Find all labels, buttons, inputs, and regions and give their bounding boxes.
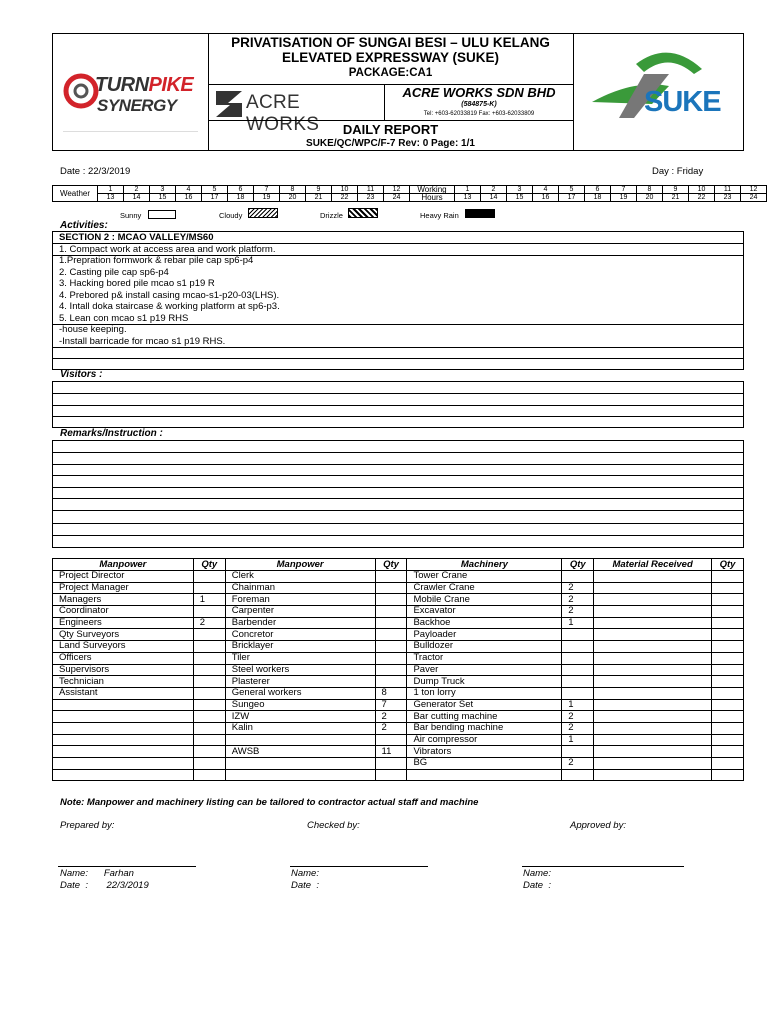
qty-cell: 2: [562, 594, 594, 606]
qty-cell: [375, 582, 407, 594]
work-hour-cell: 13: [455, 194, 481, 202]
work-hour-cell: 6: [585, 186, 611, 194]
table-row: [53, 641, 744, 653]
suke-logo-text: SUKE: [644, 86, 721, 118]
machinery-cell: Payloader: [407, 629, 562, 641]
activity-line: 1.Prepration formwork & rebar pile cap sp6-p4: [59, 255, 254, 266]
table-row: [53, 664, 744, 676]
weather-hour-cell: 24: [384, 194, 410, 202]
weather-hour-cell: 8: [280, 186, 306, 194]
weather-hour-cell: 22: [332, 194, 358, 202]
prepared-name: Name: Farhan: [60, 868, 134, 879]
manpower-cell: [225, 734, 375, 746]
resources-body: [53, 571, 744, 781]
work-hour-cell: 24: [741, 194, 767, 202]
work-hour-cell: 19: [611, 194, 637, 202]
machinery-cell: Excavator: [407, 606, 562, 618]
weather-hour-cell: 15: [150, 194, 176, 202]
qty-cell: [562, 571, 594, 583]
qty-cell: [562, 664, 594, 676]
project-title-line2: ELEVATED EXPRESSWAY (SUKE): [281, 50, 500, 65]
manpower-cell: Concretor: [225, 629, 375, 641]
weather-hour-cell: 12: [384, 186, 410, 194]
material-cell: [594, 652, 712, 664]
manpower-cell: Project Manager: [53, 582, 194, 594]
contractor-contact: Tel: +603-62033819 Fax: +603-62033809: [423, 111, 535, 117]
qty-cell: 7: [375, 699, 407, 711]
weather-hour-cell: 13: [98, 194, 124, 202]
row-line: [53, 393, 743, 394]
report-day: Day : Friday: [652, 166, 704, 177]
table-row: [53, 711, 744, 723]
manpower-cell: Plasterer: [225, 676, 375, 688]
machinery-cell: Tower Crane: [407, 571, 562, 583]
legend-heavy-rain-label: Heavy Rain: [420, 211, 459, 220]
work-hour-cell: 11: [715, 186, 741, 194]
weather-hour-cell: 14: [124, 194, 150, 202]
qty-cell: [562, 769, 594, 781]
working-hours-label-2: Hours: [410, 194, 455, 202]
work-hour-cell: 2: [481, 186, 507, 194]
activity-line: 4. Prebored p& install casing mcao-s1-p20-03(LHS).: [59, 289, 280, 301]
weather-hour-cell: 18: [228, 194, 254, 202]
project-title-line1: PRIVATISATION OF SUNGAI BESI – ULU KELANG: [231, 35, 550, 50]
machinery-cell: Bar cutting machine: [407, 711, 562, 723]
qty-cell: [193, 722, 225, 734]
qty-cell: [193, 571, 225, 583]
weather-label: Weather: [53, 186, 98, 202]
qty-cell: 1: [562, 734, 594, 746]
col-header: Qty: [562, 559, 594, 571]
qty-cell: [712, 687, 744, 699]
table-header-row: [53, 559, 744, 571]
legend-sunny-swatch: [148, 210, 176, 219]
work-hour-cell: 17: [559, 194, 585, 202]
approved-name: Name:: [523, 868, 551, 879]
material-cell: [594, 687, 712, 699]
table-row: [53, 722, 744, 734]
signature-line: [58, 866, 196, 867]
qty-cell: [193, 606, 225, 618]
material-cell: [594, 664, 712, 676]
weather-hour-cell: 6: [228, 186, 254, 194]
material-cell: [594, 711, 712, 723]
table-row: [53, 594, 744, 606]
table-row: [53, 758, 744, 770]
qty-cell: [712, 722, 744, 734]
report-header: [52, 33, 744, 151]
signature-line: [290, 866, 428, 867]
weather-hour-cell: 4: [176, 186, 202, 194]
qty-cell: [562, 687, 594, 699]
machinery-cell: Crawler Crane: [407, 582, 562, 594]
work-hour-cell: 8: [637, 186, 663, 194]
qty-cell: [375, 594, 407, 606]
table-row: [53, 606, 744, 618]
machinery-cell: Tractor: [407, 652, 562, 664]
manpower-cell: Technician: [53, 676, 194, 688]
manpower-cell: [225, 769, 375, 781]
manpower-cell: Coordinator: [53, 606, 194, 618]
qty-cell: [712, 769, 744, 781]
remarks-box: [52, 440, 744, 548]
qty-cell: [193, 758, 225, 770]
material-cell: [594, 769, 712, 781]
table-row: [53, 617, 744, 629]
work-hour-cell: 1: [455, 186, 481, 194]
weather-hour-cell: 23: [358, 194, 384, 202]
qty-cell: 2: [562, 606, 594, 618]
row-line: [53, 510, 743, 511]
manpower-cell: Steel workers: [225, 664, 375, 676]
manpower-cell: Tiler: [225, 652, 375, 664]
machinery-cell: Paver: [407, 664, 562, 676]
qty-cell: [562, 652, 594, 664]
activity-line: -Install barricade for mcao s1 p19 RHS.: [59, 335, 226, 347]
acre-works-logo: [216, 90, 366, 135]
weather-hour-cell: 21: [306, 194, 332, 202]
weather-hour-cell: 17: [202, 194, 228, 202]
qty-cell: [712, 617, 744, 629]
table-row: [53, 652, 744, 664]
weather-hour-cell: 5: [202, 186, 228, 194]
work-hour-cell: 4: [533, 186, 559, 194]
work-hour-cell: 18: [585, 194, 611, 202]
material-cell: [594, 641, 712, 653]
package-label: PACKAGE:CA1: [348, 67, 433, 79]
qty-cell: 2: [193, 617, 225, 629]
qty-cell: [375, 769, 407, 781]
visitors-box: [52, 381, 744, 428]
legend-cloudy-label: Cloudy: [219, 211, 243, 220]
material-cell: [594, 699, 712, 711]
qty-cell: [375, 734, 407, 746]
work-hour-cell: 14: [481, 194, 507, 202]
material-cell: [594, 758, 712, 770]
material-cell: [594, 722, 712, 734]
weather-hour-cell: 2: [124, 186, 150, 194]
table-row: [53, 571, 744, 583]
contractor-name: ACRE WORKS SDN BHD: [402, 85, 556, 100]
qty-cell: 2: [375, 711, 407, 723]
qty-cell: [375, 676, 407, 688]
legend-heavy-rain-swatch: [465, 209, 495, 218]
qty-cell: 2: [562, 582, 594, 594]
machinery-cell: Generator Set: [407, 699, 562, 711]
qty-cell: [193, 699, 225, 711]
qty-cell: [712, 652, 744, 664]
manpower-cell: Project Director: [53, 571, 194, 583]
qty-cell: [375, 606, 407, 618]
manpower-cell: Managers: [53, 594, 194, 606]
qty-cell: [562, 676, 594, 688]
row-line: [53, 347, 743, 348]
logo-synergy-text: SYNERGY: [97, 96, 177, 115]
manpower-cell: Sungeo: [225, 699, 375, 711]
logo-pike-text: PIKE: [148, 74, 194, 96]
qty-cell: 11: [375, 746, 407, 758]
work-hour-cell: 20: [637, 194, 663, 202]
material-cell: [594, 594, 712, 606]
manpower-cell: [53, 746, 194, 758]
remarks-label: Remarks/Instruction :: [60, 428, 163, 439]
qty-cell: [712, 594, 744, 606]
material-cell: [594, 629, 712, 641]
activity-line: 5. Lean con mcao s1 p19 RHS: [59, 312, 189, 324]
work-hour-cell: 16: [533, 194, 559, 202]
machinery-cell: Bar bending machine: [407, 722, 562, 734]
manpower-cell: [53, 722, 194, 734]
activities-box: [52, 231, 744, 370]
weather-hour-cell: 16: [176, 194, 202, 202]
table-row: [53, 734, 744, 746]
row-line: [53, 464, 743, 465]
manpower-cell: Clerk: [225, 571, 375, 583]
manpower-cell: [53, 699, 194, 711]
table-row: [53, 582, 744, 594]
activity-line: -house keeping.: [59, 324, 127, 335]
qty-cell: [712, 571, 744, 583]
qty-cell: [375, 652, 407, 664]
activity-line: 2. Casting pile cap sp6-p4: [59, 266, 169, 278]
qty-cell: 1: [193, 594, 225, 606]
manpower-cell: [53, 711, 194, 723]
work-hour-cell: 9: [663, 186, 689, 194]
qty-cell: 8: [375, 687, 407, 699]
qty-cell: 2: [562, 722, 594, 734]
work-hour-cell: 23: [715, 194, 741, 202]
document-reference: SUKE/QC/WPC/F-7 Rev: 0 Page: 1/1: [306, 138, 475, 149]
table-row: [53, 687, 744, 699]
qty-cell: 2: [375, 722, 407, 734]
manpower-cell: Carpenter: [225, 606, 375, 618]
machinery-cell: Vibrators: [407, 746, 562, 758]
manpower-cell: General workers: [225, 687, 375, 699]
qty-cell: [193, 734, 225, 746]
machinery-cell: [407, 769, 562, 781]
legend-drizzle-swatch: [348, 208, 378, 218]
activities-label: Activities:: [60, 220, 108, 231]
visitors-label: Visitors :: [60, 369, 103, 380]
resources-table: [52, 558, 744, 781]
work-hour-cell: 5: [559, 186, 585, 194]
checked-name: Name:: [291, 868, 319, 879]
row-line: [53, 358, 743, 359]
weather-hours-table: [52, 185, 767, 202]
logo-turn-text: TURN: [95, 74, 149, 96]
manpower-cell: [53, 769, 194, 781]
col-header: Qty: [193, 559, 225, 571]
machinery-cell: Dump Truck: [407, 676, 562, 688]
table-row: [53, 676, 744, 688]
manpower-cell: Officers: [53, 652, 194, 664]
activity-line: 3. Hacking bored pile mcao s1 p19 R: [59, 278, 215, 289]
material-cell: [594, 606, 712, 618]
acre-works-logo-text: ACRE WORKS: [246, 92, 320, 135]
qty-cell: [193, 664, 225, 676]
qty-cell: [375, 664, 407, 676]
col-header: Qty: [712, 559, 744, 571]
weather-hour-cell: 7: [254, 186, 280, 194]
work-hour-cell: 15: [507, 194, 533, 202]
row-line: [53, 405, 743, 406]
contractor-reg-no: (584875-K): [461, 101, 497, 108]
row-line: [53, 523, 743, 524]
manpower-cell: Supervisors: [53, 664, 194, 676]
qty-cell: 1: [562, 617, 594, 629]
working-hours-label-1: Working: [410, 186, 455, 194]
checked-date: Date :: [291, 880, 319, 891]
table-row: [53, 629, 744, 641]
qty-cell: [193, 641, 225, 653]
weather-hour-cell: 19: [254, 194, 280, 202]
prepared-date: Date : 22/3/2019: [60, 880, 149, 891]
qty-cell: [193, 746, 225, 758]
qty-cell: [712, 758, 744, 770]
machinery-cell: 1 ton lorry: [407, 687, 562, 699]
activities-section-title: SECTION 2 : MCAO VALLEY/MS60: [59, 232, 214, 243]
manpower-cell: Chainman: [225, 582, 375, 594]
manpower-cell: Assistant: [53, 687, 194, 699]
approved-date: Date :: [523, 880, 551, 891]
col-header: Qty: [375, 559, 407, 571]
manpower-cell: Qty Surveyors: [53, 629, 194, 641]
qty-cell: [375, 571, 407, 583]
table-row: [53, 769, 744, 781]
qty-cell: [712, 606, 744, 618]
manpower-cell: [53, 758, 194, 770]
acre-works-logo-icon: [216, 91, 242, 117]
machinery-cell: BG: [407, 758, 562, 770]
activity-line: 4. Intall doka staircase & working platform at sp6-p3.: [59, 301, 280, 312]
work-hour-cell: 3: [507, 186, 533, 194]
work-hour-cell: 22: [689, 194, 715, 202]
qty-cell: [193, 676, 225, 688]
prepared-by-label: Prepared by:: [60, 820, 115, 831]
weather-hour-cell: 10: [332, 186, 358, 194]
qty-cell: [193, 687, 225, 699]
qty-cell: [193, 652, 225, 664]
manpower-cell: Foreman: [225, 594, 375, 606]
work-hour-cell: 7: [611, 186, 637, 194]
manpower-cell: IZW: [225, 711, 375, 723]
manpower-cell: Land Surveyors: [53, 641, 194, 653]
qty-cell: [712, 734, 744, 746]
row-line: [53, 452, 743, 453]
material-cell: [594, 734, 712, 746]
table-row: [53, 699, 744, 711]
manpower-cell: [53, 734, 194, 746]
manpower-cell: Barbender: [225, 617, 375, 629]
weather-hour-cell: 1: [98, 186, 124, 194]
signature-line: [522, 866, 684, 867]
footer-note: Note: Manpower and machinery listing can be tailored to contractor actual staff and machine: [60, 797, 479, 808]
report-title: DAILY REPORT: [342, 122, 439, 137]
machinery-cell: Air compressor: [407, 734, 562, 746]
qty-cell: [375, 617, 407, 629]
qty-cell: [562, 629, 594, 641]
table-row: [53, 746, 744, 758]
qty-cell: [712, 664, 744, 676]
row-line: [53, 535, 743, 536]
weather-hour-cell: 20: [280, 194, 306, 202]
turnpike-logo: [53, 34, 209, 150]
qty-cell: 1: [562, 699, 594, 711]
qty-cell: [712, 629, 744, 641]
weather-hour-cell: 9: [306, 186, 332, 194]
qty-cell: [193, 629, 225, 641]
qty-cell: [712, 676, 744, 688]
legend-sunny-label: Sunny: [120, 211, 142, 220]
qty-cell: [193, 769, 225, 781]
checked-by-label: Checked by:: [307, 820, 360, 831]
qty-cell: [562, 746, 594, 758]
legend-drizzle-label: Drizzle: [320, 211, 343, 220]
work-hour-cell: 10: [689, 186, 715, 194]
manpower-cell: Engineers: [53, 617, 194, 629]
weather-hour-cell: 11: [358, 186, 384, 194]
row-line: [53, 324, 743, 325]
qty-cell: [193, 582, 225, 594]
row-line: [53, 475, 743, 476]
manpower-cell: [225, 758, 375, 770]
col-header: Manpower: [53, 559, 194, 571]
machinery-cell: Backhoe: [407, 617, 562, 629]
approved-by-label: Approved by:: [570, 820, 626, 831]
qty-cell: [712, 711, 744, 723]
work-hour-cell: 21: [663, 194, 689, 202]
qty-cell: [375, 641, 407, 653]
qty-cell: [562, 641, 594, 653]
qty-cell: 2: [562, 758, 594, 770]
material-cell: [594, 571, 712, 583]
col-header: Material Received: [594, 559, 712, 571]
manpower-cell: AWSB: [225, 746, 375, 758]
col-header: Machinery: [407, 559, 562, 571]
qty-cell: [712, 699, 744, 711]
qty-cell: [712, 746, 744, 758]
qty-cell: [193, 711, 225, 723]
qty-cell: [712, 641, 744, 653]
weather-hour-cell: 3: [150, 186, 176, 194]
manpower-cell: Kalin: [225, 722, 375, 734]
header-center: [208, 34, 573, 150]
row-line: [53, 416, 743, 417]
row-line: [53, 487, 743, 488]
row-line: [53, 498, 743, 499]
qty-cell: [712, 582, 744, 594]
qty-cell: [375, 629, 407, 641]
material-cell: [594, 676, 712, 688]
legend-cloudy-swatch: [248, 208, 278, 218]
col-header: Manpower: [225, 559, 375, 571]
manpower-cell: Bricklayer: [225, 641, 375, 653]
qty-cell: [375, 758, 407, 770]
machinery-cell: Mobile Crane: [407, 594, 562, 606]
report-date: Date : 22/3/2019: [60, 166, 131, 177]
activity-line: 1. Compact work at access area and work platform.: [59, 244, 276, 255]
material-cell: [594, 582, 712, 594]
material-cell: [594, 746, 712, 758]
machinery-cell: Bulldozer: [407, 641, 562, 653]
material-cell: [594, 617, 712, 629]
suke-logo: [573, 34, 744, 150]
divider: [208, 120, 573, 121]
work-hour-cell: 12: [741, 186, 767, 194]
qty-cell: 2: [562, 711, 594, 723]
